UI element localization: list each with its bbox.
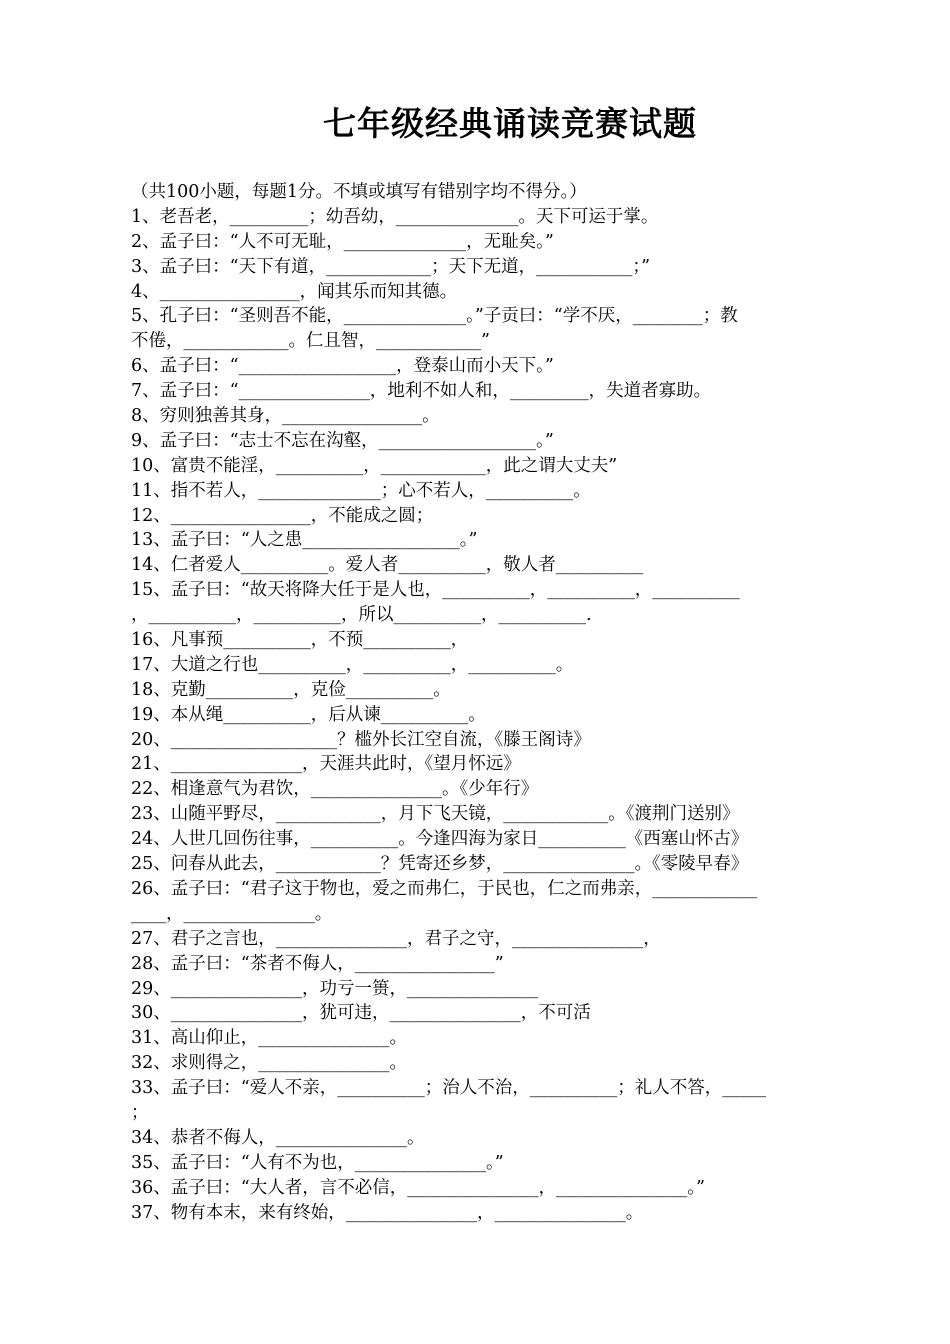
question-line: 28、孟子曰：“茶者不侮人，________________” bbox=[131, 953, 504, 974]
question-line: 33、孟子曰：“爱人不亲，__________；治人不治，__________；礼人不答，_____ bbox=[131, 1078, 766, 1099]
question-line: 24、人世几回伤往事，__________。今逢四海为家日__________《西塞山怀古》 bbox=[131, 829, 749, 850]
question-line: 35、孟子曰：“人有不为也，_______________。” bbox=[131, 1152, 504, 1173]
question-line: 19、本从绳__________，后从谏__________。 bbox=[131, 704, 486, 725]
question-line: 不倦，____________。仁且智，____________” bbox=[131, 331, 490, 352]
question-line: 21、_______________，天涯共此时，《望月怀远》 bbox=[131, 754, 521, 775]
question-line: 36、孟子曰：“大人者，言不必信，_______________，_______________。” bbox=[131, 1177, 705, 1198]
question-line: 9、孟子曰：“志士不忘在沟壑，__________________。” bbox=[131, 430, 554, 451]
page-title: 七年级经典诵读竞赛试题 bbox=[323, 104, 697, 143]
question-line: 23、山随平野尽，____________，月下飞天镜，____________。《渡荆门送别》 bbox=[131, 804, 740, 825]
question-line: 10、富贵不能淫，__________，____________，此之谓大丈夫” bbox=[131, 455, 618, 476]
question-line: ，__________，__________，所以__________，__________. bbox=[131, 605, 592, 626]
question-line: 4、________________，闻其乐而知其德。 bbox=[131, 281, 458, 302]
question-line: 31、高山仰止，_______________。 bbox=[131, 1028, 408, 1049]
question-list bbox=[131, 180, 861, 1225]
question-line: 25、问春从此去，____________？凭寄还乡梦，_______________。《零陵早春》 bbox=[131, 854, 749, 875]
question-line: 29、_______________，功亏一篑，_______________ bbox=[131, 978, 539, 999]
question-line: 3、孟子曰：“天下有道，____________；天下无道，___________；” bbox=[131, 256, 651, 277]
question-line: 17、大道之行也__________，__________，__________。 bbox=[131, 654, 574, 675]
question-line: 34、恭者不侮人，_______________。 bbox=[131, 1127, 425, 1148]
question-line: 22、相逢意气为君饮，_______________。《少年行》 bbox=[131, 779, 539, 800]
question-line: 13、孟子曰：“人之患__________________。” bbox=[131, 530, 478, 551]
question-line: 15、孟子曰：“故天将降大任于是人也，__________，__________，__________ bbox=[131, 580, 740, 601]
question-line: 27、君子之言也，_______________，君子之守，_______________， bbox=[131, 928, 661, 949]
question-line: 14、仁者爱人__________。爱人者__________，敬人者__________ bbox=[131, 555, 644, 576]
instructions: （共100小题，每题1分。不填或填写有错别字均不得分。） bbox=[131, 182, 587, 202]
question-line: 6、孟子曰：“__________________，登泰山而小天下。” bbox=[131, 356, 554, 377]
question-line: 16、凡事预__________，不预__________， bbox=[131, 630, 469, 651]
question-line: 7、孟子曰：“_______________，地利不如人和，_________，失道者寡助。 bbox=[131, 381, 712, 402]
question-line: 26、孟子曰：“君子这于物也，爱之而弗仁，于民也，仁之而弗亲，____________ bbox=[131, 878, 758, 899]
question-line: 8、穷则独善其身，________________。 bbox=[131, 406, 440, 427]
question-line: ； bbox=[131, 1102, 149, 1123]
question-line: 5、孔子曰：“圣则吾不能，______________。”子贡曰：“学不厌，________；教 bbox=[131, 306, 738, 327]
question-line: 2、孟子曰：“人不可无耻，______________，无耻矣。” bbox=[131, 231, 554, 252]
question-line: 20、___________________？槛外长江空自流，《滕王阁诗》 bbox=[131, 729, 591, 750]
question-line: 12、________________，不能成之圆； bbox=[131, 505, 434, 526]
question-line: 30、_______________，犹可违，_______________，不可活 bbox=[131, 1003, 591, 1024]
question-line: 18、克勤__________，克俭__________。 bbox=[131, 679, 451, 700]
question-line: 37、物有本末，来有终始，_______________，_______________。 bbox=[131, 1202, 644, 1223]
question-line: 1、老吾老，_________；幼吾幼，______________。天下可运于掌。 bbox=[131, 206, 659, 227]
question-line: 32、求则得之，_______________。 bbox=[131, 1053, 408, 1074]
question-line: ____，_______________。 bbox=[131, 903, 333, 924]
question-line: 11、指不若人，______________；心不若人，__________。 bbox=[131, 480, 591, 501]
